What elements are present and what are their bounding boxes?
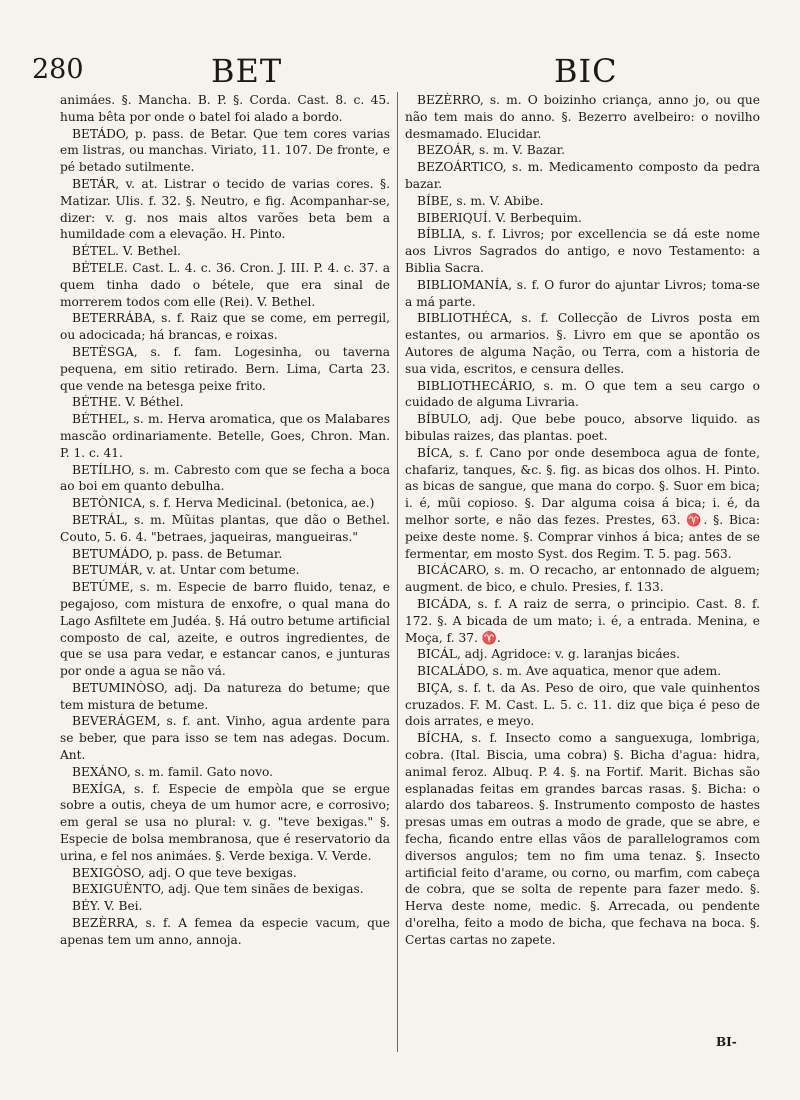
left-column (60, 92, 390, 1072)
dictionary-entry: BETUMÁR, v. at. Untar com betume. (72, 563, 300, 578)
dictionary-entry: BETÚME, s. m. Especie de barro fluido, tenaz, e pegajoso, com mistura de enxofre, o qual mana do Lago Asfiltete em Judéa. §. Há outro betume artificial composto de cal, azeite, e outros ingredientes, de que se usa para vedar, e estancar canos, e junturas por onde a agua se não vá. (60, 580, 390, 679)
dictionary-entry: BEXIGÒSO, adj. O que teve bexigas. (72, 865, 297, 880)
dictionary-entry: BÍBLIA, s. f. Livros; por excellencia se dá este nome aos Livros Sagrados do antigo, e novo Testamento: a Biblia Sacra. (405, 227, 760, 275)
dictionary-entry: BÍCHA, s. f. Insecto como a sanguexuga, lombriga, cobra. (Ital. Biscia, uma cobra) §. Bicha d'agua: hidra, animal feroz. Albuq. P. 4. §. na Fortif. Marit. Bichas são esplanadas feitas em grandes barcas rasas. §. Bicha: o alardo dos tabareos. §. Instrumento composto de hastes presas umas em outras a modo de grade, que se abre, e fecha, ficando entre ellas vãos de parallelogramos com diversos angulos; tem no fim uma tenaz. §. Insecto artificial feito d'arame, ou corno, ou marfim, com cabeça de cobra, que se solta de repente para fazer medo. §. Herva deste nome, medic. §. Arrecada, ou pendente d'orelha, feito a modo de bicha, que fechava na boca. §. Certas cartas no zapete. (405, 731, 760, 947)
dictionary-entry: BICÁCARO, s. m. O recacho, ar entonnado de alguem; augment. de bico, e chulo. Presies, f. 133. (405, 563, 760, 595)
dictionary-entry: BETERRÁBA, s. f. Raiz que se come, em perregil, ou adocicada; há brancas, e roixas. (60, 311, 390, 343)
dictionary-entry: BIBLIOTHÉCA, s. f. Collecção de Livros posta em estantes, ou armarios. §. Livro em que se apontão os Autores de alguma Nação, ou Terra, com a historia de sua vida, escritos, e censura delles. (405, 311, 760, 376)
dictionary-entry: BEXÍGA, s. f. Especie de empòla que se ergue sobre a outis, cheya de um humor acre, e corrosivo; em geral se usa no plural: v. g. "teve bexigas." §. Especie de bolsa membranosa, que é reservatorio da urina, e fel nos animáes. §. Verde bexiga. V. Verde. (60, 781, 390, 863)
dictionary-entry: BETÒNICA, s. f. Herva Medicinal. (betonica, ae.) (72, 496, 375, 511)
dictionary-entry: BEXÁNO, s. m. famil. Gato novo. (72, 764, 273, 779)
dictionary-entry: BICÁDA, s. f. A raiz de serra, o principio. Cast. 8. f. 172. §. A bicada de um mato; i. é, a entrada. Menina, e Moça, f. 37. ♈. (405, 596, 760, 645)
dictionary-entry: BETÍLHO, s. m. Cabresto com que se fecha a boca ao boi em quanto debulha. (60, 462, 390, 494)
dictionary-entry: BÉY. V. Bei. (72, 899, 143, 914)
dictionary-entry: BETÁR, v. at. Listrar o tecido de varias cores. §. Matizar. Ulis. f. 32. §. Neutro, e fig. Acompanhar-se, dizer: v. g. nos mais altos varões beta bem a humildade com a elevação. H. Pinto. (60, 176, 390, 242)
dictionary-entry: animáes. §. Mancha. B. P. §. Corda. Cast. 8. c. 45. huma bêta por onde o batel foi alado a bordo. (60, 93, 390, 124)
dictionary-entry: BÍCA, s. f. Cano por onde desemboca agua de fonte, chafariz, tanques, &c. §. fig. as bicas dos olhos. H. Pinto. as bicas de sangue, que mana do corpo. §. Suor em bica; i. é, mũi copioso. §. Dar alguma coisa á bica; i. é, da melhor sorte, e não das fezes. Prestes, 63. ♈. §. Bica: peixe deste nome. §. Comprar vinhos á bica; antes de se fermentar, em mosto Syst. dos Regim. T. 5. pag. 563. (405, 445, 760, 561)
dictionary-entry: BEVERÁGEM, s. f. ant. Vinho, agua ardente para se beber, que para isso se tem nas adegas. Docum. Ant. (60, 714, 390, 763)
page-number: 280 (32, 54, 84, 85)
dictionary-entry: BETRÁL, s. m. Mũitas plantas, que dão o Bethel. Couto, 5. 6. 4. "betraes, jaqueiras, mangueiras." (60, 512, 390, 544)
dictionary-entry: BIBLIOMANÍA, s. f. O furor do ajuntar Livros; toma-se a má parte. (405, 277, 760, 309)
dictionary-entry: BETUMÁDO, p. pass. de Betumar. (72, 546, 283, 561)
dictionary-entry: BETUMINÒSO, adj. Da natureza do betume; que tem mistura de betume. (60, 680, 390, 712)
dictionary-entry: BÉTHE. V. Béthel. (72, 395, 184, 410)
dictionary-entry: BETÁDO, p. pass. de Betar. Que tem cores varias em listras, ou manchas. Viriato, 11. 107. De fronte, e pé betado sutilmente. (60, 126, 390, 175)
right-column (405, 92, 760, 1072)
dictionary-entry: BICALÁDO, s. m. Ave aquatica, menor que adem. (417, 664, 722, 679)
running-head-right: BIC (554, 52, 618, 90)
dictionary-entry: BÉTELE. Cast. L. 4. c. 36. Cron. J. III. P. 4. c. 37. a quem tinha dado o bétele, que era sinal de morrerem todos com elle (Rei). V. Bethel. (60, 260, 390, 309)
dictionary-entry: BIBERIQUÍ. V. Berbequim. (417, 210, 582, 225)
dictionary-entry: BEZÈRRA, s. f. A femea da especie vacum, que apenas tem um anno, annoja. (60, 916, 390, 947)
dictionary-entry: BEZÈRRO, s. m. O boizinho criança, anno jo, ou que não tem mais do anno. §. Bezerro avelbeiro: o novilho desmamado. Elucidar. (405, 93, 760, 141)
dictionary-entry: BICÁL, adj. Agridoce: v. g. laranjas bicáes. (417, 647, 680, 662)
dictionary-entry: BÍBE, s. m. V. Abibe. (417, 193, 544, 208)
running-head-left: BET (211, 52, 283, 90)
dictionary-entry: BÉTEL. V. Bethel. (72, 244, 182, 259)
column-divider (397, 92, 398, 1052)
catchword: BI- (716, 1035, 737, 1049)
dictionary-entry: BETÈSGA, s. f. fam. Logesinha, ou taverna pequena, em sitio retirado. Bern. Lima, Carta 23. que vende na betesga peixe frito. (60, 344, 390, 393)
dictionary-entry: BEZOÁR, s. m. V. Bazar. (417, 143, 566, 158)
dictionary-entry: BEZOÁRTICO, s. m. Medicamento composto da pedra bazar. (405, 160, 760, 191)
dictionary-entry: BIÇA, s. f. t. da As. Peso de oiro, que vale quinhentos cruzados. F. M. Cast. L. 5. c. 11. diz que biça é peso de dois arrates, e meyo. (405, 680, 760, 729)
dictionary-entry: BEXIGUÈNTO, adj. Que tem sinães de bexigas. (72, 882, 364, 897)
dictionary-entry: BÍBULO, adj. Que bebe pouco, absorve liquido. as bibulas raizes, das plantas. poet. (405, 412, 760, 443)
dictionary-entry: BÉTHEL, s. m. Herva aromatica, que os Malabares mascão ordinariamente. Betelle, Goes, Chron. Man. P. 1. c. 41. (60, 412, 390, 460)
dictionary-entry: BIBLIOTHECÁRIO, s. m. O que tem a seu cargo o cuidado de alguma Livraria. (405, 378, 760, 410)
